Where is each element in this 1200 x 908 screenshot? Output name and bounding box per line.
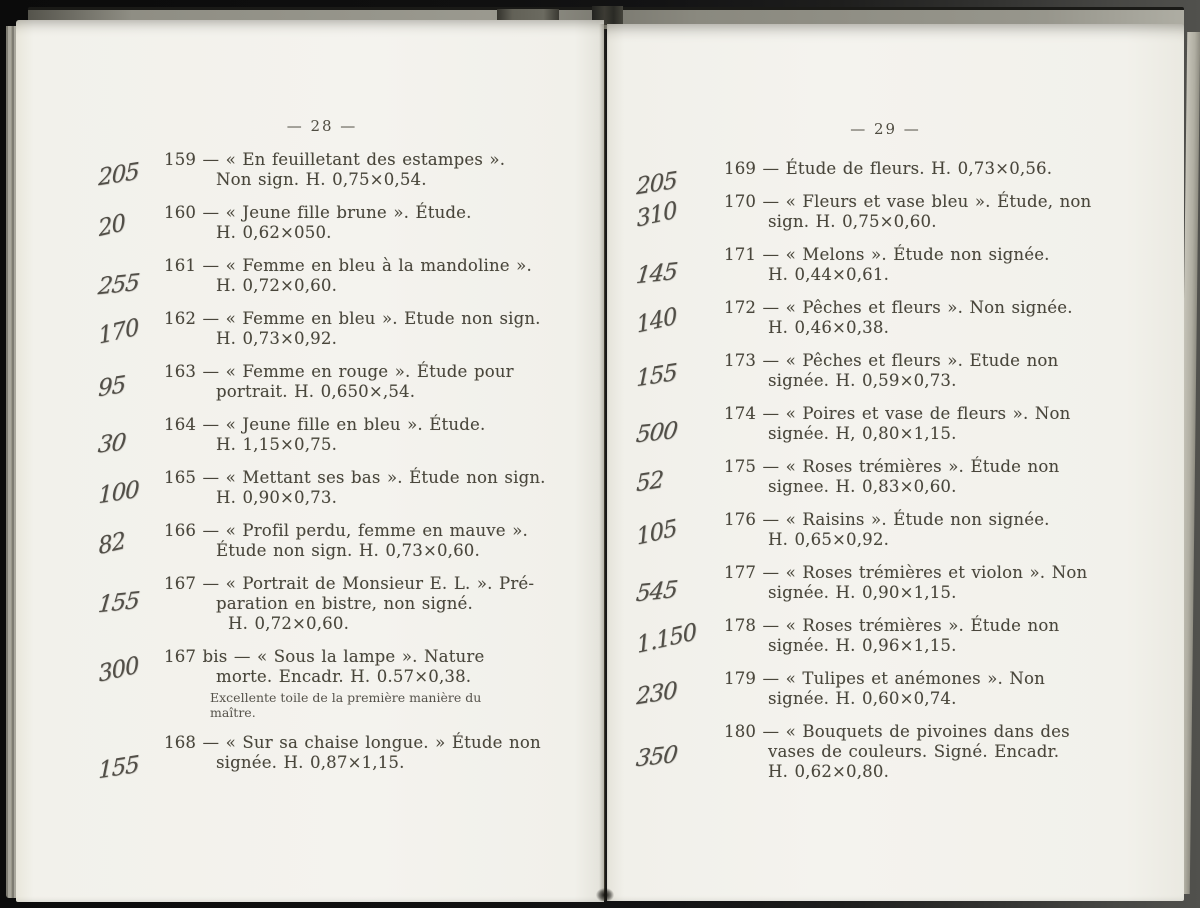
entry-line: H. 0,72×0,60. [228,614,350,633]
entry-line: signée. H, 0,80×1,15. [768,424,957,443]
handwritten-price: 170 [97,314,140,350]
handwritten-price: 300 [97,652,140,688]
entry-line: 165 — « Mettant ses bas ». Étude non sign. [164,468,546,487]
handwritten-price: 155 [636,359,677,393]
handwritten-price: 52 [635,466,664,498]
entry-line: H. 0,46×0,38. [768,318,890,337]
entry-line: 168 — « Sur sa chaise longue. » Étude non [164,733,541,752]
entry-line: H. 0,62×0,80. [768,762,890,781]
catalog-entry [97,362,516,403]
catalog-entry [634,404,1071,449]
handwritten-price: 350 [634,741,679,773]
right-page [607,24,1184,901]
catalog-entry [98,150,516,192]
entry-line: signee. H. 0,83×0,60. [768,477,957,496]
handwritten-price: 145 [634,258,679,290]
entry-line: H. 0,73×0,92. [216,329,338,348]
entry-line: 162 — « Femme en bleu ». Etude non sign. [164,309,541,328]
handwritten-price: 100 [98,476,139,510]
entry-line: sign. H. 0,75×0,60. [768,212,937,231]
entry-line: H. 0,65×0,92. [768,530,890,549]
entry-line: paration en bistre, non signé. [216,594,473,613]
entry-line: 170 — « Fleurs et vase bleu ». Étude, non [724,192,1092,211]
entry-line: 159 — « En feuilletant des estampes ». [164,150,506,169]
catalog-entry [635,298,1073,339]
handwritten-price: 155 [98,751,139,785]
entry-line: 160 — « Jeune fille brune ». Étude. [164,203,472,222]
entry-line: 163 — « Femme en rouge ». Étude pour [164,362,514,381]
catalog-entry [97,309,541,350]
handwritten-price: 500 [634,417,679,449]
entry-line: 171 — « Melons ». Étude non signée. [724,245,1050,264]
entry-line: 175 — « Roses trémières ». Étude non [724,457,1060,476]
entry-line: 169 — Étude de fleurs. H. 0,73×0,56. [724,159,1053,178]
handwritten-price: 20 [97,209,127,243]
handwritten-price: 230 [636,677,677,711]
catalog-entry [634,563,1088,608]
entry-line: 164 — « Jeune fille en bleu ». Étude. [164,415,486,434]
handwritten-price: 105 [635,515,678,551]
entry-line: 177 — « Roses trémières et violon ». Non [724,563,1088,582]
entry-line: 179 — « Tulipes et anémones ». Non [724,669,1045,688]
handwritten-price: 95 [97,371,126,403]
catalog-entry [96,256,532,301]
handwritten-price: 255 [96,269,141,301]
entry-line: 166 — « Profil perdu, femme en mauve ». [164,521,528,540]
entry-line: signée. H. 0,60×0,74. [768,689,957,708]
entry-line: H. 0,90×0,73. [216,488,338,507]
entry-line: H. 0,44×0,61. [768,265,890,284]
handwritten-price: 205 [98,158,139,192]
catalog-entry [636,351,1059,393]
catalog-entry [635,457,1060,498]
entry-line: 174 — « Poires et vase de fleurs ». Non [724,404,1071,423]
entry-line: 178 — « Roses trémières ». Étude non [724,616,1060,635]
handwritten-price: 545 [634,576,679,608]
entry-note: Excellente toile de la première manière du maître. [210,690,482,720]
catalog-entries [634,159,1092,782]
entry-line: 167 — « Portrait de Monsieur E. L. ». Pré- [164,574,535,593]
handwritten-price: 82 [97,527,127,561]
left-page [16,20,604,902]
catalog-entry [634,722,1070,782]
entry-line: signée. H. 0,59×0,73. [768,371,957,390]
handwritten-price: 205 [636,167,677,201]
entry-line: vases de couleurs. Signé. Encadr. [768,742,1060,761]
catalog-entry [636,159,1053,201]
entry-line: H. 1,15×0,75. [216,435,338,454]
handwritten-price: 30 [96,429,127,459]
entry-line: 180 — « Bouquets de pivoines dans des [724,722,1070,741]
entry-line: 167 bis — « Sous la lampe ». Nature [164,647,485,666]
entry-line: H. 0,72×0,60. [216,276,338,295]
page-number: — 28 — [286,117,358,135]
book-gutter-bottom-shadow [596,888,614,902]
entry-line: Non sign. H. 0,75×0,54. [216,170,427,189]
right-page-text [634,119,1092,795]
catalog-entry [97,521,528,561]
entry-line: 172 — « Pêches et fleurs ». Non signée. [724,298,1073,317]
handwritten-price: 155 [96,587,141,619]
catalog-entry [634,245,1050,290]
handwritten-price: 310 [635,197,678,233]
entry-line: signée. H. 0,96×1,15. [768,636,957,655]
catalog-entry [97,647,516,720]
entry-line: H. 0,62×050. [216,223,332,242]
catalog-entry [96,574,535,634]
handwritten-price: 140 [635,303,678,339]
entry-line: portrait. H. 0,650×,54. [216,382,416,401]
entry-line: 176 — « Raisins ». Étude non signée. [724,510,1050,529]
entry-line: 161 — « Femme en bleu à la mandoline ». [164,256,532,275]
catalog-entry [635,510,1050,551]
handwritten-price: 1.150 [635,619,698,659]
entry-line: signée. H. 0,90×1,15. [768,583,957,602]
catalog-entry [98,468,546,510]
catalog-entry [97,203,516,243]
catalog-entry [635,616,1060,659]
catalog-entry [635,192,1092,233]
catalog-entries [96,150,546,785]
entry-line: Étude non sign. H. 0,73×0,60. [216,541,480,560]
catalog-entry [98,733,541,785]
entry-line: 173 — « Pêches et fleurs ». Etude non [724,351,1059,370]
entry-line: morte. Encadr. H. 0.57×0,38. [216,667,472,686]
left-page-text [96,116,546,786]
catalog-entry [96,415,516,459]
catalog-entry [636,669,1047,711]
page-number: — 29 — [850,120,921,138]
book-gutter-line [604,60,605,900]
entry-line: signée. H. 0,87×1,15. [216,753,405,772]
